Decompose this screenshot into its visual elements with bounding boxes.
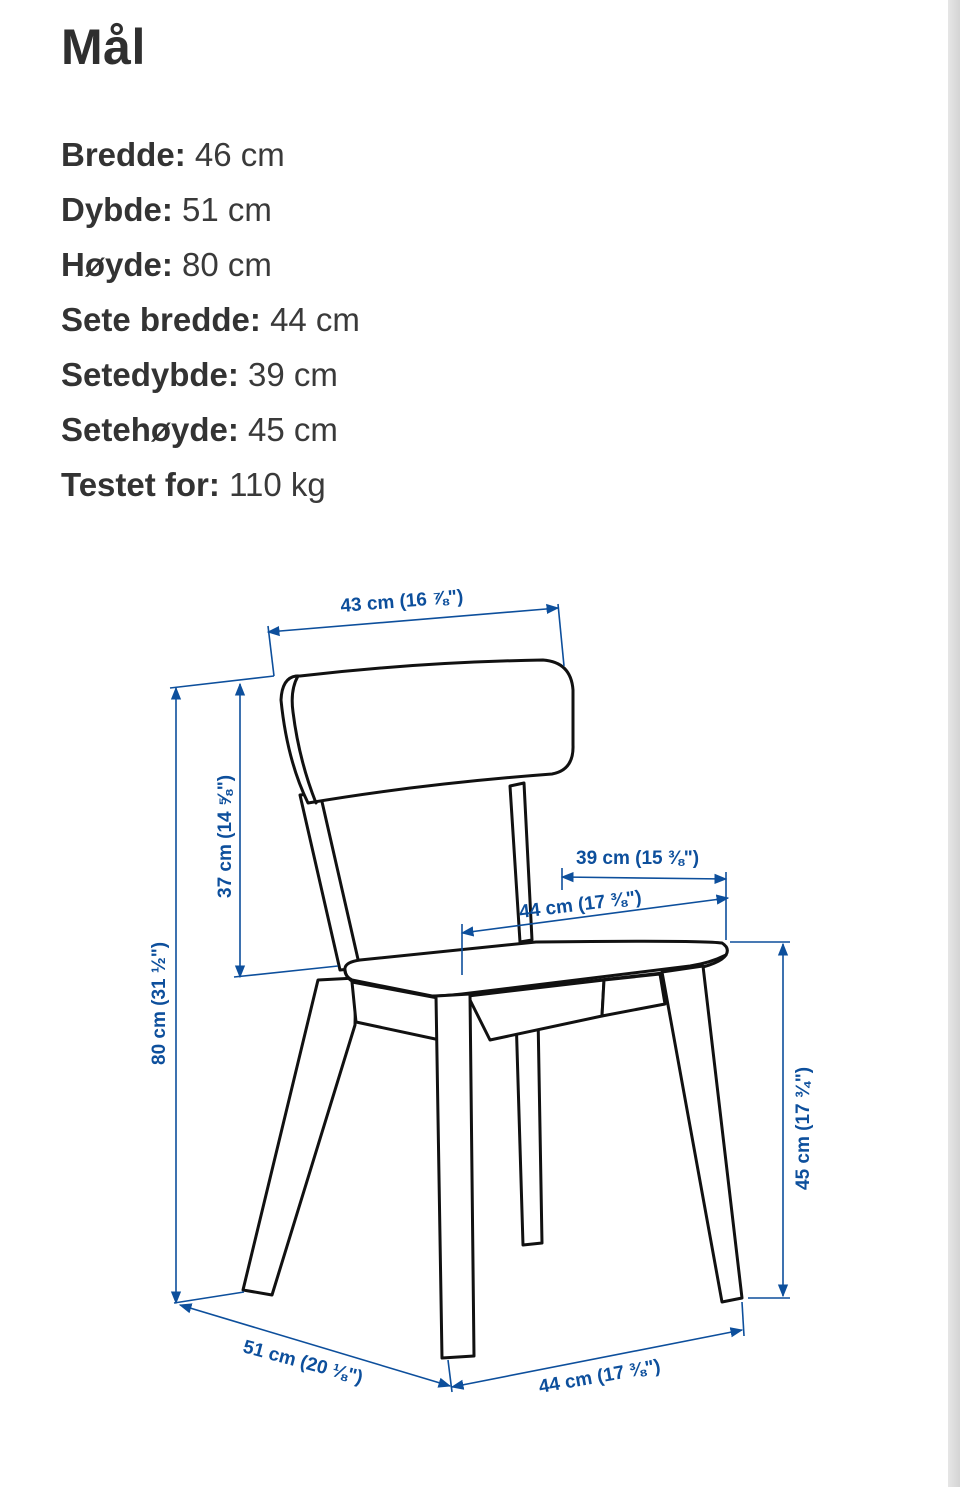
label-seat-height: 45 cm (17 ¾"): [793, 1066, 814, 1190]
spec-label: Bredde:: [61, 136, 186, 173]
spec-value: 39 cm: [248, 356, 338, 393]
spec-row-tested-for: [61, 463, 360, 518]
chair-rear-leg-lower: [516, 1015, 542, 1245]
chair-dimension-diagram: [0, 560, 940, 1440]
chair-front-left-leg: [436, 994, 474, 1358]
spec-label: Setedybde:: [61, 356, 239, 393]
spec-label: Høyde:: [61, 246, 173, 283]
spec-row-width: [61, 133, 360, 188]
label-total-depth: 51 cm (20 ⅛"): [240, 1336, 366, 1389]
label-total-width: 44 cm (17 ⅜"): [537, 1355, 663, 1398]
spec-label: Dybde:: [61, 191, 173, 228]
spec-row-seat-height: [61, 408, 360, 463]
section-title: Mål: [61, 19, 146, 75]
label-backrest-height: 37 cm (14 ⅝"): [215, 774, 236, 898]
spec-value: 51 cm: [182, 191, 272, 228]
chair-back-left-leg: [300, 793, 360, 970]
spec-value: 110 kg: [229, 466, 326, 503]
spec-row-seat-depth: [61, 353, 360, 408]
spec-label: Testet for:: [61, 466, 220, 503]
spec-row-seat-width: [61, 298, 360, 353]
spec-label: Sete bredde:: [61, 301, 261, 338]
chair-apron-right: [602, 974, 665, 1016]
label-total-height: 80 cm (31 ½"): [149, 941, 170, 1065]
chair-drawing: [243, 660, 742, 1358]
chair-backrest: [281, 660, 573, 803]
dimensions-list: [61, 133, 360, 518]
spec-row-depth: [61, 188, 360, 243]
scrollbar-edge[interactable]: [948, 0, 960, 1487]
label-seat-depth: 39 cm (15 ⅜"): [576, 848, 700, 869]
spec-value: 44 cm: [270, 301, 360, 338]
label-seat-width: 44 cm (17 ⅜"): [518, 887, 643, 923]
spec-value: 46 cm: [194, 136, 285, 173]
label-backrest-width: 43 cm (16 ⅞"): [339, 586, 465, 617]
spec-value: 45 cm: [248, 411, 338, 448]
spec-label: Setehøyde:: [61, 411, 239, 448]
chair-front-right-leg: [662, 966, 742, 1302]
spec-row-height: [61, 243, 360, 298]
spec-value: 80 cm: [182, 246, 272, 283]
chair-rear-left-leg: [243, 978, 356, 1295]
